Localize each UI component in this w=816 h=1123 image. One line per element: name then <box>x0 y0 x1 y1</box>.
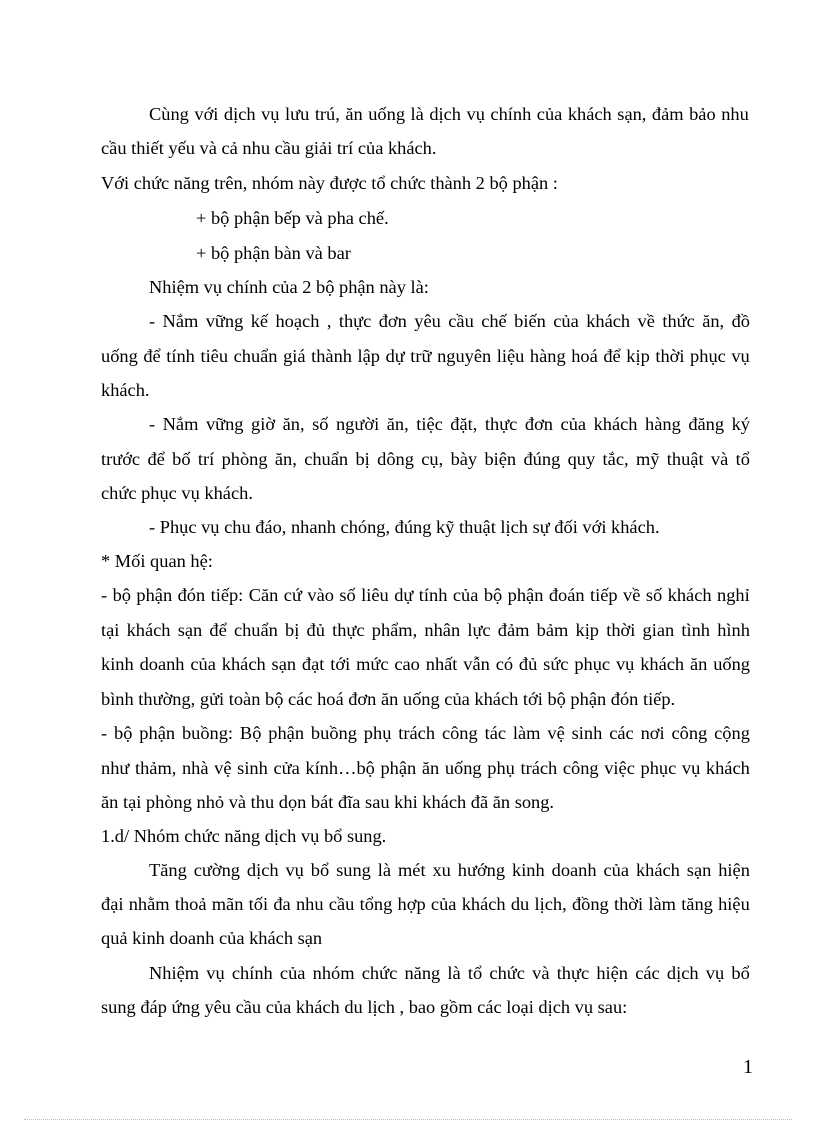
word: sung <box>336 860 371 880</box>
word: ăn, <box>702 311 725 331</box>
word: bảo <box>689 104 716 124</box>
word: chính <box>490 104 532 124</box>
paragraph-line: Với chức năng trên, nhóm này được tổ chức thành 2 bộ phận : <box>101 173 558 193</box>
word: bày <box>450 449 478 469</box>
word: đồng <box>571 894 609 914</box>
word: vụ <box>731 346 750 366</box>
word: năng <box>404 963 441 983</box>
paragraph-line <box>101 887 750 921</box>
footer-divider <box>24 1119 792 1120</box>
word: uống <box>713 654 750 674</box>
word: công <box>441 723 478 743</box>
word: ăn <box>689 654 708 674</box>
word: Bộ <box>239 723 262 743</box>
word: kịp <box>575 620 600 640</box>
paragraph-line: Nhiệm vụ chính của 2 bộ phận này là: <box>149 277 429 297</box>
word: cụ, <box>421 449 444 469</box>
word: vệ <box>547 723 565 743</box>
word: phòng <box>221 449 268 469</box>
word: khách <box>126 620 171 640</box>
word: phục <box>690 346 726 366</box>
word: nghỉ <box>717 585 750 605</box>
word: dông <box>377 449 414 469</box>
word: để <box>209 620 227 640</box>
word: bị <box>285 620 300 640</box>
word: đúng <box>523 449 561 469</box>
word: ký <box>731 414 750 434</box>
word: có <box>495 654 514 674</box>
word: uống <box>444 758 482 778</box>
word: đón <box>177 585 206 605</box>
word: đại <box>101 894 124 914</box>
word: Cùng <box>149 104 189 124</box>
section-heading: 1.d/ Nhóm chức năng dịch vụ bổ sung. <box>101 826 387 846</box>
paragraph-line <box>101 339 750 373</box>
word: hoá <box>571 346 598 366</box>
word: ăn <box>345 104 363 124</box>
paragraph-line: - Phục vụ chu đáo, nhanh chóng, đúng kỹ thuật lịch sự đối với khách. <box>149 517 660 537</box>
word: hình <box>717 620 750 640</box>
word: nhân <box>424 620 461 640</box>
word: thực <box>338 311 372 331</box>
word: cứ <box>283 585 302 605</box>
word: gian <box>642 620 675 640</box>
paragraph-line <box>101 716 750 750</box>
word: phận <box>268 723 305 743</box>
word: vững <box>205 311 244 331</box>
word: vững <box>205 414 244 434</box>
word: trước <box>101 449 141 469</box>
word: kinh <box>512 860 545 880</box>
word: kinh <box>101 654 134 674</box>
word: trách <box>398 723 436 743</box>
paragraph-line <box>101 647 750 681</box>
word: tình <box>681 620 711 640</box>
word: khách <box>461 894 506 914</box>
word: Tăng <box>149 860 187 880</box>
word: - <box>149 311 156 331</box>
paragraph-line <box>149 97 749 131</box>
word: phận <box>380 758 417 778</box>
word: bộ <box>114 723 133 743</box>
word: để <box>603 346 621 366</box>
word: khách <box>593 414 638 434</box>
word: là <box>377 860 392 880</box>
word: ăn <box>421 758 440 778</box>
word: tối <box>248 894 269 914</box>
word: dịch <box>429 104 461 124</box>
word: vụ <box>206 963 225 983</box>
word: nguyên <box>437 346 492 366</box>
word: hiệu <box>718 894 750 914</box>
word: đảm <box>497 620 530 640</box>
word: mãn <box>211 894 244 914</box>
word: mét <box>397 860 426 880</box>
word: đơn <box>524 414 553 434</box>
word: tổng <box>359 894 393 914</box>
word: đủ <box>518 654 538 674</box>
list-item: + bộ phận bàn và bar <box>196 243 351 263</box>
word: sức <box>543 654 569 674</box>
word: Căn <box>248 585 279 605</box>
word: thành <box>311 346 352 366</box>
word: buồng <box>310 723 357 743</box>
word: vẫn <box>463 654 490 674</box>
word: cao <box>394 654 420 674</box>
word: về <box>637 311 655 331</box>
word: kế <box>250 311 269 331</box>
word: bị <box>355 449 370 469</box>
word: cộng <box>714 723 750 743</box>
word: chuẩn <box>304 449 349 469</box>
word: biến <box>514 311 546 331</box>
word: bộ <box>112 585 131 605</box>
word: uống <box>368 104 406 124</box>
word: ăn, <box>282 414 305 434</box>
word: và <box>710 449 729 469</box>
word: trú, <box>314 104 340 124</box>
word: khách <box>635 860 680 880</box>
section-heading: * Mối quan hệ: <box>101 551 213 571</box>
paragraph-line <box>101 613 750 647</box>
word: kịp <box>626 346 650 366</box>
word: hiện <box>718 860 750 880</box>
word: làm <box>512 723 541 743</box>
word: khách <box>705 758 750 778</box>
word: hợp <box>397 894 426 914</box>
word: chính <box>231 963 273 983</box>
word: đoán <box>548 585 585 605</box>
word: xu <box>432 860 451 880</box>
word: vụ <box>261 104 280 124</box>
word: - <box>101 585 108 605</box>
word: doanh <box>551 860 597 880</box>
word: vệ <box>214 758 232 778</box>
word: phục <box>640 758 677 778</box>
word: giá <box>283 346 306 366</box>
word: khách <box>586 311 631 331</box>
word: là <box>447 963 461 983</box>
word: nhằm <box>128 894 170 914</box>
word: bổ <box>310 860 330 880</box>
word: phụ <box>363 723 392 743</box>
word: yêu <box>414 311 441 331</box>
word: lập <box>357 346 380 366</box>
paragraph-line: bình thường, gửi toàn bộ các hoá đơn ăn uống của khách tới bộ phận đón tiếp. <box>101 689 676 709</box>
paragraph-line: chức phục vụ khách. <box>101 483 253 503</box>
word: của <box>279 963 306 983</box>
word: tính <box>166 346 195 366</box>
word: vụ <box>681 758 701 778</box>
word: bộ <box>483 585 503 605</box>
word: phụ <box>487 758 515 778</box>
word: cường <box>193 860 240 880</box>
word: kính…bộ <box>305 758 375 778</box>
word: khách <box>221 654 266 674</box>
paragraph-line <box>149 304 750 338</box>
word: chuẩn <box>233 346 278 366</box>
word: tổ <box>735 449 750 469</box>
word: để <box>143 346 161 366</box>
word: như <box>101 758 130 778</box>
word: tắc, <box>602 449 629 469</box>
word: chuẩn <box>233 620 278 640</box>
word: đồ <box>731 311 750 331</box>
word: mức <box>356 654 389 674</box>
word: và <box>532 963 550 983</box>
word: hàng <box>645 414 681 434</box>
word: du <box>510 894 530 914</box>
word: cầu <box>448 311 474 331</box>
word: vụ <box>285 860 304 880</box>
word: vụ <box>705 963 725 983</box>
word: , <box>326 311 332 331</box>
word: doanh <box>139 654 185 674</box>
word: giờ <box>251 414 276 434</box>
paragraph-line <box>149 407 750 441</box>
paragraph-line <box>101 578 750 612</box>
word: của <box>452 585 479 605</box>
word: thảm, <box>134 758 177 778</box>
word: chế <box>481 311 507 331</box>
word: bổ <box>731 963 750 983</box>
word: thuật <box>666 449 704 469</box>
word: thời <box>606 620 636 640</box>
word: lưu <box>285 104 310 124</box>
word: quy <box>567 449 596 469</box>
word: hoạch <box>275 311 320 331</box>
word: - <box>149 414 156 434</box>
word: liệu <box>496 346 525 366</box>
word: về <box>623 585 641 605</box>
paragraph-line: khách. <box>101 380 150 400</box>
paragraph-line: cầu thiết yếu và cả nhu cầu giải trí của khách. <box>101 138 437 158</box>
word: thời <box>655 346 685 366</box>
word: uống <box>101 346 138 366</box>
word: hiện <box>596 963 628 983</box>
word: phẩm, <box>371 620 418 640</box>
word: dịch <box>666 963 699 983</box>
word: trí <box>197 449 215 469</box>
word: đăng <box>688 414 725 434</box>
word: phục <box>574 654 611 674</box>
word: hướng <box>457 860 506 880</box>
word: công <box>671 723 708 743</box>
word: công <box>562 758 599 778</box>
word: số <box>312 414 329 434</box>
word: dịch <box>223 104 256 124</box>
word: đặt, <box>450 414 478 434</box>
word: thức <box>662 311 695 331</box>
word: buồng: <box>181 723 234 743</box>
word: mỹ <box>635 449 660 469</box>
word: - <box>101 723 108 743</box>
word: sạn <box>271 654 297 674</box>
word: thời <box>613 894 644 914</box>
word: thực <box>332 620 365 640</box>
word: khách <box>667 585 712 605</box>
word: cửa <box>273 758 300 778</box>
word: phận <box>507 585 544 605</box>
word: bảm <box>536 620 569 640</box>
word: trữ <box>410 346 432 366</box>
word: liêu <box>361 585 389 605</box>
paragraph-line <box>101 751 750 785</box>
word: đảm <box>651 104 684 124</box>
word: số <box>645 585 663 605</box>
list-item: + bộ phận bếp và pha chế. <box>196 208 389 228</box>
word: Nắm <box>162 414 199 434</box>
word: trách <box>520 758 558 778</box>
word: làm <box>648 894 676 914</box>
word: cầu <box>328 894 355 914</box>
word: khách <box>640 654 685 674</box>
page-number: 1 <box>743 1056 753 1078</box>
paragraph-line <box>101 442 750 476</box>
word: sinh <box>571 723 603 743</box>
word: các <box>635 963 660 983</box>
word: chức <box>489 963 525 983</box>
word: nơi <box>640 723 665 743</box>
word: để <box>147 449 165 469</box>
word: bố <box>172 449 191 469</box>
word: tăng <box>681 894 713 914</box>
word: nhu <box>295 894 324 914</box>
word: số <box>339 585 356 605</box>
word: thực <box>484 414 518 434</box>
word: dịch <box>246 860 279 880</box>
word: của <box>430 894 457 914</box>
word: người <box>335 414 380 434</box>
word: đủ <box>306 620 325 640</box>
paragraph-line <box>149 956 750 990</box>
word: chức <box>361 963 398 983</box>
word: Nhiệm <box>149 963 200 983</box>
paragraph-line: quả kinh doanh của khách sạn <box>101 928 323 948</box>
word: phận <box>136 585 173 605</box>
word: sạn <box>177 620 203 640</box>
paragraph-line: ăn tại phòng nhỏ và thu dọn bát đĩa sau khi khách đã ăn song. <box>101 792 555 812</box>
word: của <box>190 654 216 674</box>
word: tác <box>484 723 507 743</box>
word: vụ <box>615 654 635 674</box>
word: đơn <box>378 311 407 331</box>
word: các <box>609 723 634 743</box>
word: lịch, <box>534 894 567 914</box>
word: tiếp <box>590 585 618 605</box>
word: biện <box>484 449 517 469</box>
word: vào <box>307 585 334 605</box>
word: Nắm <box>162 311 199 331</box>
word: tiêu <box>200 346 229 366</box>
word: nhóm <box>312 963 355 983</box>
word: tại <box>101 620 120 640</box>
word: ăn, <box>386 414 409 434</box>
word: tiệc <box>416 414 443 434</box>
word: với <box>194 104 219 124</box>
word: của <box>536 104 563 124</box>
word: dự <box>394 585 414 605</box>
word: đa <box>273 894 291 914</box>
word: của <box>553 311 579 331</box>
word: tổ <box>467 963 483 983</box>
word: sạn <box>686 860 712 880</box>
word: sinh <box>237 758 268 778</box>
word: đạt <box>301 654 325 674</box>
word: việc <box>604 758 635 778</box>
word: nhu <box>721 104 749 124</box>
word: nhất <box>425 654 458 674</box>
word: tới <box>330 654 351 674</box>
word: của <box>603 860 630 880</box>
paragraph-line <box>149 853 750 887</box>
word: sạn, <box>617 104 647 124</box>
word: nhà <box>181 758 209 778</box>
word: phận <box>139 723 176 743</box>
word: khách <box>567 104 612 124</box>
paragraph-line: sung đáp ứng yêu cầu của khách du lịch , bao gồm các loại dịch vụ sau: <box>101 997 628 1017</box>
word: tính <box>418 585 448 605</box>
word: ăn, <box>274 449 297 469</box>
word: lực <box>467 620 491 640</box>
word: là <box>410 104 424 124</box>
word: của <box>560 414 587 434</box>
word: dự <box>385 346 405 366</box>
word: thực <box>556 963 590 983</box>
word: hàng <box>529 346 566 366</box>
word: tiếp: <box>210 585 244 605</box>
word: vụ <box>466 104 485 124</box>
word: thoả <box>174 894 207 914</box>
